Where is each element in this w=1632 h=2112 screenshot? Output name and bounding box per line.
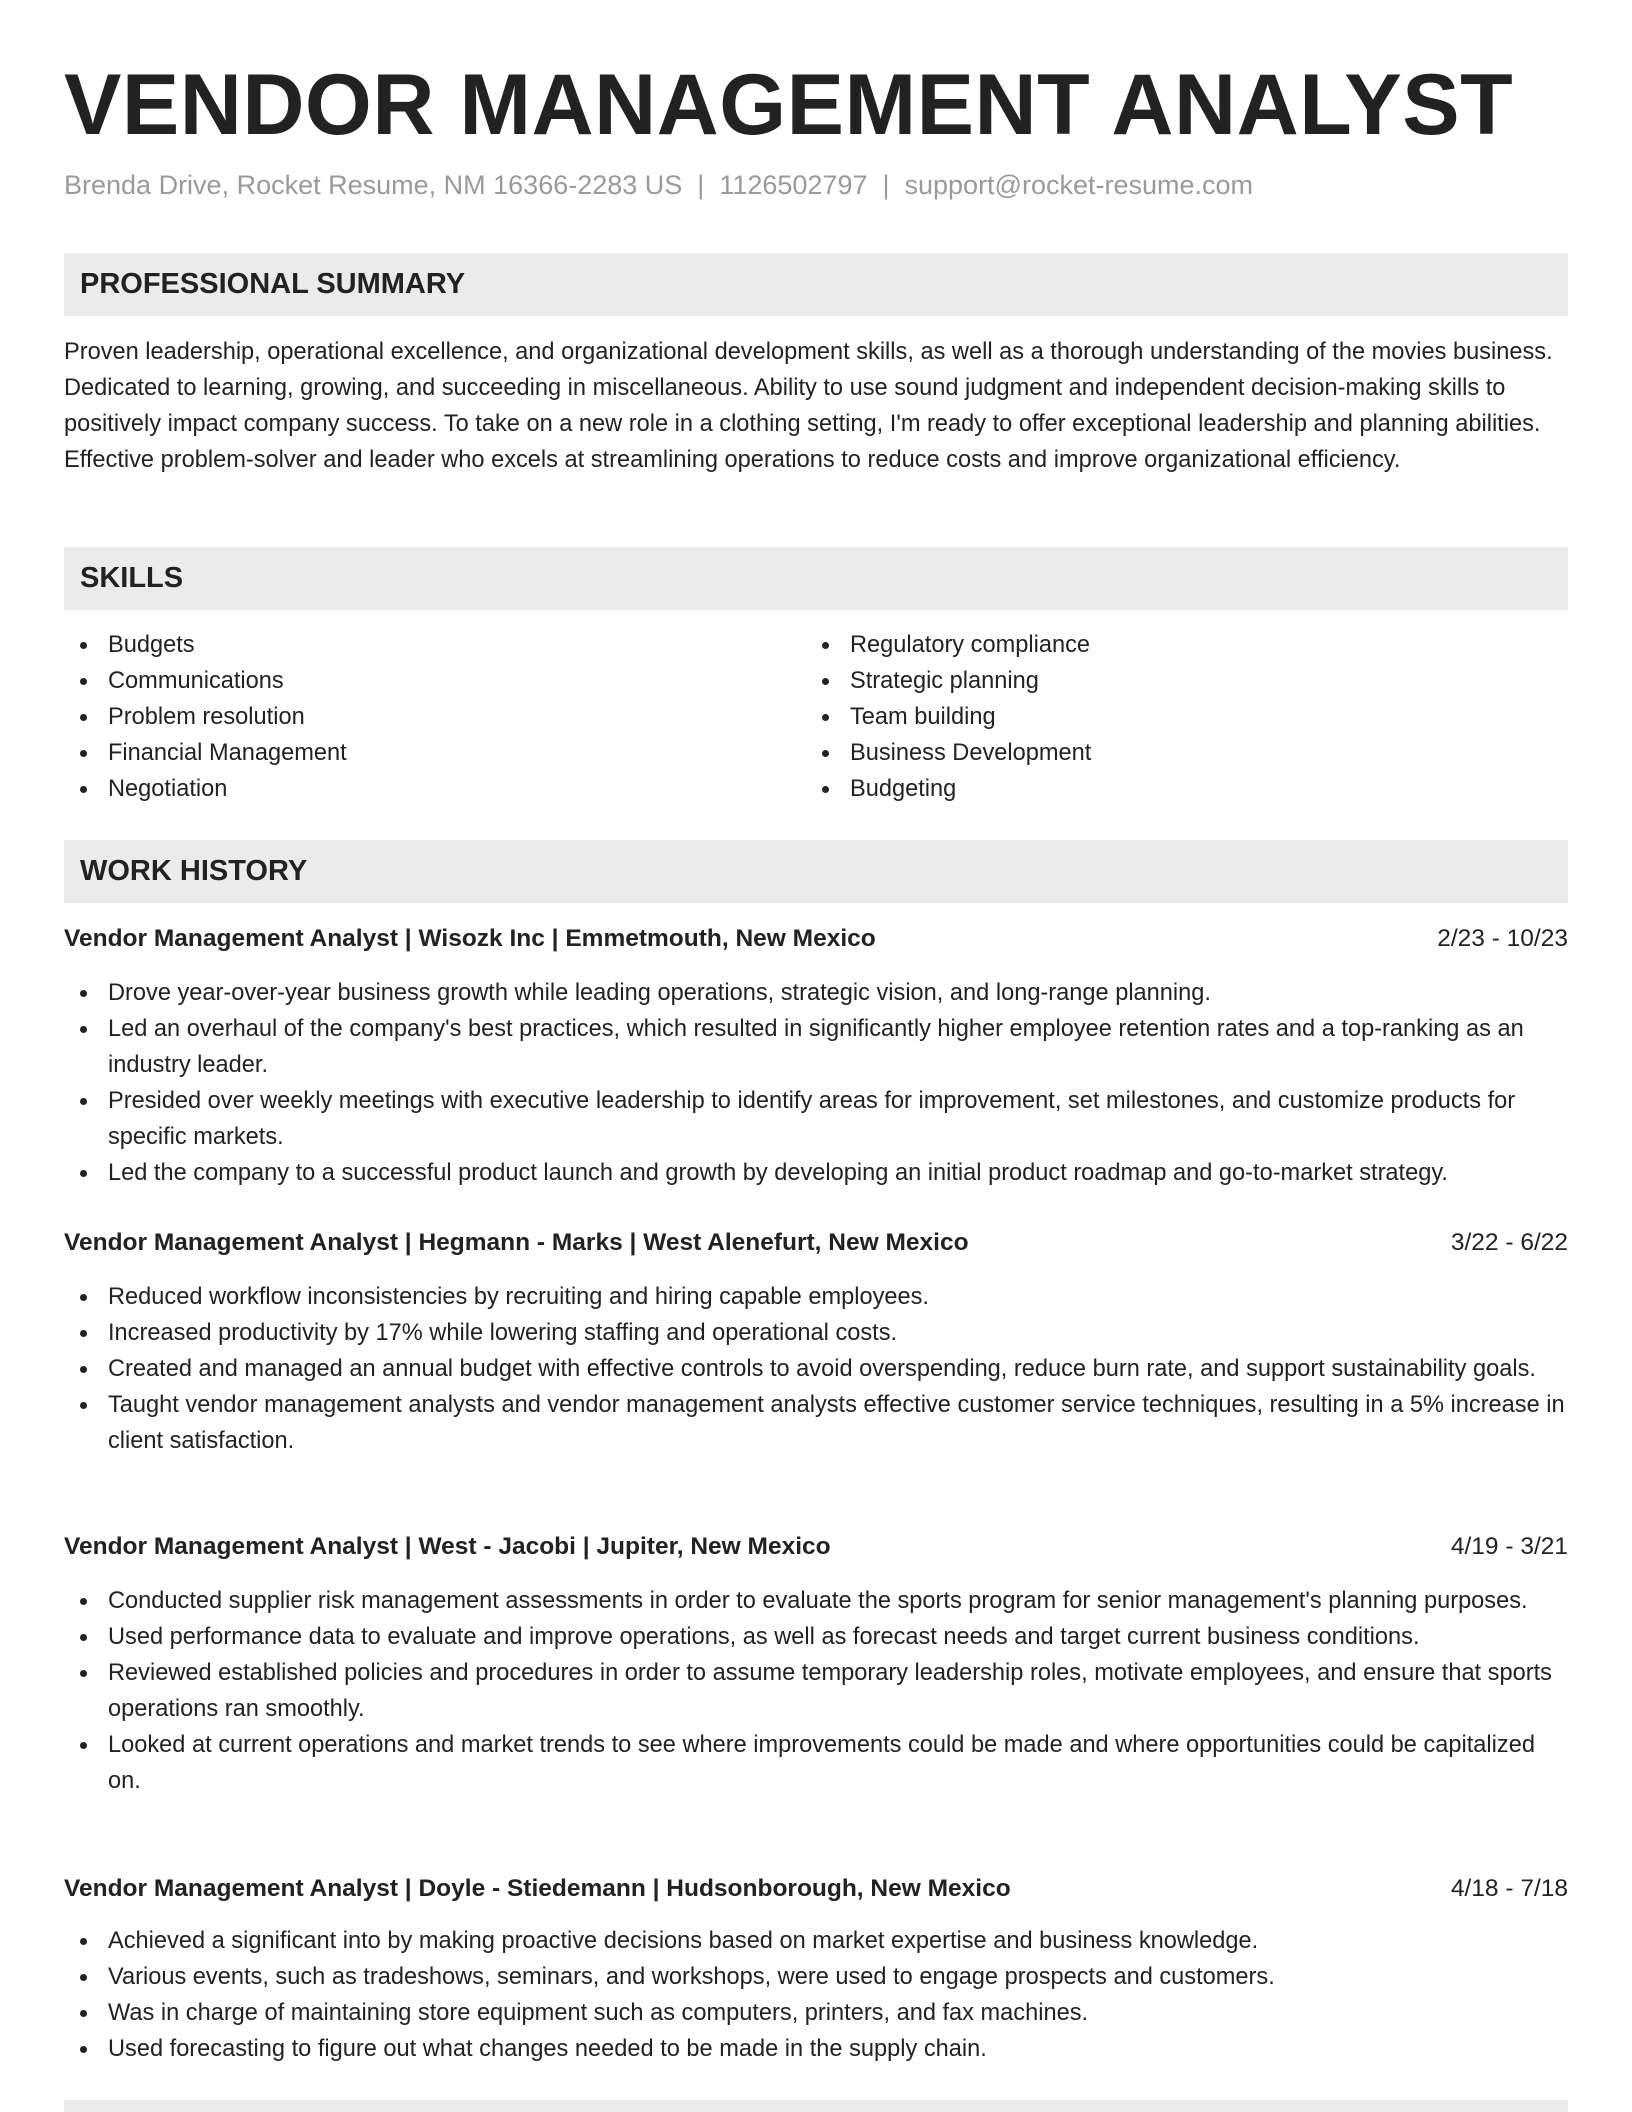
job-bullets	[64, 1279, 1568, 1459]
skill-item: Budgeting	[806, 771, 1548, 807]
job-bullet: Presided over weekly meetings with executive leadership to identify areas for improvement, set milestones, and customize products for specific markets.	[64, 1083, 1568, 1155]
job-bullet: Achieved a significant into by making proactive decisions based on market expertise and business knowledge.	[64, 1923, 1568, 1959]
job-bullet: Drove year-over-year business growth while leading operations, strategic vision, and long-range planning.	[64, 975, 1568, 1011]
work-heading: WORK HISTORY	[80, 855, 308, 887]
job-dates: 2/23 - 10/23	[1437, 925, 1568, 952]
job-bullet: Reviewed established policies and procedures in order to assume temporary leadership roles, motivate employees, and ensure that sports operations ran smoothly.	[64, 1655, 1568, 1727]
summary-heading: PROFESSIONAL SUMMARY	[80, 268, 466, 300]
job-bullet: Was in charge of maintaining store equipment such as computers, printers, and fax machines.	[64, 1995, 1568, 2031]
skills-column-left	[64, 627, 806, 807]
skill-item: Strategic planning	[806, 663, 1548, 699]
skills-column-right	[806, 627, 1548, 807]
skill-item: Budgets	[64, 627, 806, 663]
job-bullet: Looked at current operations and market trends to see where improvements could be made and where opportunities could be capitalized on.	[64, 1727, 1568, 1799]
job-bullet: Led an overhaul of the company's best practices, which resulted in significantly higher employee retention rates and a top-ranking as an industry leader.	[64, 1011, 1568, 1083]
job-dates: 3/22 - 6/22	[1450, 1229, 1568, 1256]
job-bullet: Conducted supplier risk management assessments in order to evaluate the sports program for senior management's planning purposes.	[64, 1583, 1568, 1619]
skill-item: Problem resolution	[64, 699, 806, 735]
job-header	[64, 921, 1568, 957]
work-section-header	[64, 840, 1568, 903]
skill-item: Communications	[64, 663, 806, 699]
summary-section-header	[64, 253, 1568, 316]
job-bullet: Used forecasting to figure out what changes needed to be made in the supply chain.	[64, 2031, 1568, 2067]
job-header	[64, 1225, 1568, 1261]
contact-separator: |	[697, 170, 705, 200]
contact-phone: 1126502797	[719, 170, 868, 200]
job-dates: 4/19 - 3/21	[1450, 1533, 1568, 1560]
skill-item: Business Development	[806, 735, 1548, 771]
job-dates: 4/18 - 7/18	[1450, 1875, 1568, 1902]
job-bullet: Various events, such as tradeshows, seminars, and workshops, were used to engage prospects and customers.	[64, 1959, 1568, 1995]
skill-item: Regulatory compliance	[806, 627, 1548, 663]
contact-email[interactable]: support@rocket-resume.com	[904, 170, 1254, 200]
contact-separator: |	[882, 170, 890, 200]
job-bullet: Led the company to a successful product launch and growth by developing an initial product roadmap and go-to-market strategy.	[64, 1155, 1568, 1191]
job-bullet: Increased productivity by 17% while lowering staffing and operational costs.	[64, 1315, 1568, 1351]
skill-item: Negotiation	[64, 771, 806, 807]
job-bullet: Used performance data to evaluate and improve operations, as well as forecast needs and target current business conditions.	[64, 1619, 1568, 1655]
job-bullet: Taught vendor management analysts and vendor management analysts effective customer service techniques, resulting in a 5% increase in client satisfaction.	[64, 1387, 1568, 1459]
job-bullets	[64, 1583, 1568, 1799]
resume-title: VENDOR MANAGEMENT ANALYST	[64, 57, 1514, 153]
job-title: Vendor Management Analyst | Wisozk Inc | Emmetmouth, New Mexico	[64, 925, 876, 952]
next-section-header	[64, 2100, 1568, 2112]
job-bullets	[64, 975, 1568, 1191]
job-header	[64, 1871, 1568, 1907]
job-header	[64, 1529, 1568, 1565]
job-title: Vendor Management Analyst | West - Jacobi | Jupiter, New Mexico	[64, 1533, 831, 1560]
skills-list	[64, 627, 1568, 807]
summary-text: Proven leadership, operational excellence, and organizational development skills, as well as a thorough understanding of the movies business. Dedicated to learning, growing, and succeeding in miscellaneous. Ability to use sound judgment and independent decision-making skills to positively impact company success. To take on a new role in a clothing setting, I'm ready to offer exceptional leadership and planning abilities. Effective problem-solver and leader who excels at streamlining operations to reduce costs and improve organizational efficiency.	[64, 339, 1553, 473]
skills-section-header	[64, 547, 1568, 610]
job-bullet: Reduced workflow inconsistencies by recruiting and hiring capable employees.	[64, 1279, 1568, 1315]
job-title: Vendor Management Analyst | Doyle - Stiedemann | Hudsonborough, New Mexico	[64, 1875, 1011, 1902]
job-bullets	[64, 1923, 1568, 2067]
contact-line	[64, 167, 1253, 203]
job-bullet: Created and managed an annual budget with effective controls to avoid overspending, reduce burn rate, and support sustainability goals.	[64, 1351, 1568, 1387]
skill-item: Team building	[806, 699, 1548, 735]
skill-item: Financial Management	[64, 735, 806, 771]
job-title: Vendor Management Analyst | Hegmann - Marks | West Alenefurt, New Mexico	[64, 1229, 969, 1256]
contact-address: Brenda Drive, Rocket Resume, NM 16366-2283 US	[64, 170, 683, 200]
skills-heading: SKILLS	[80, 562, 184, 594]
